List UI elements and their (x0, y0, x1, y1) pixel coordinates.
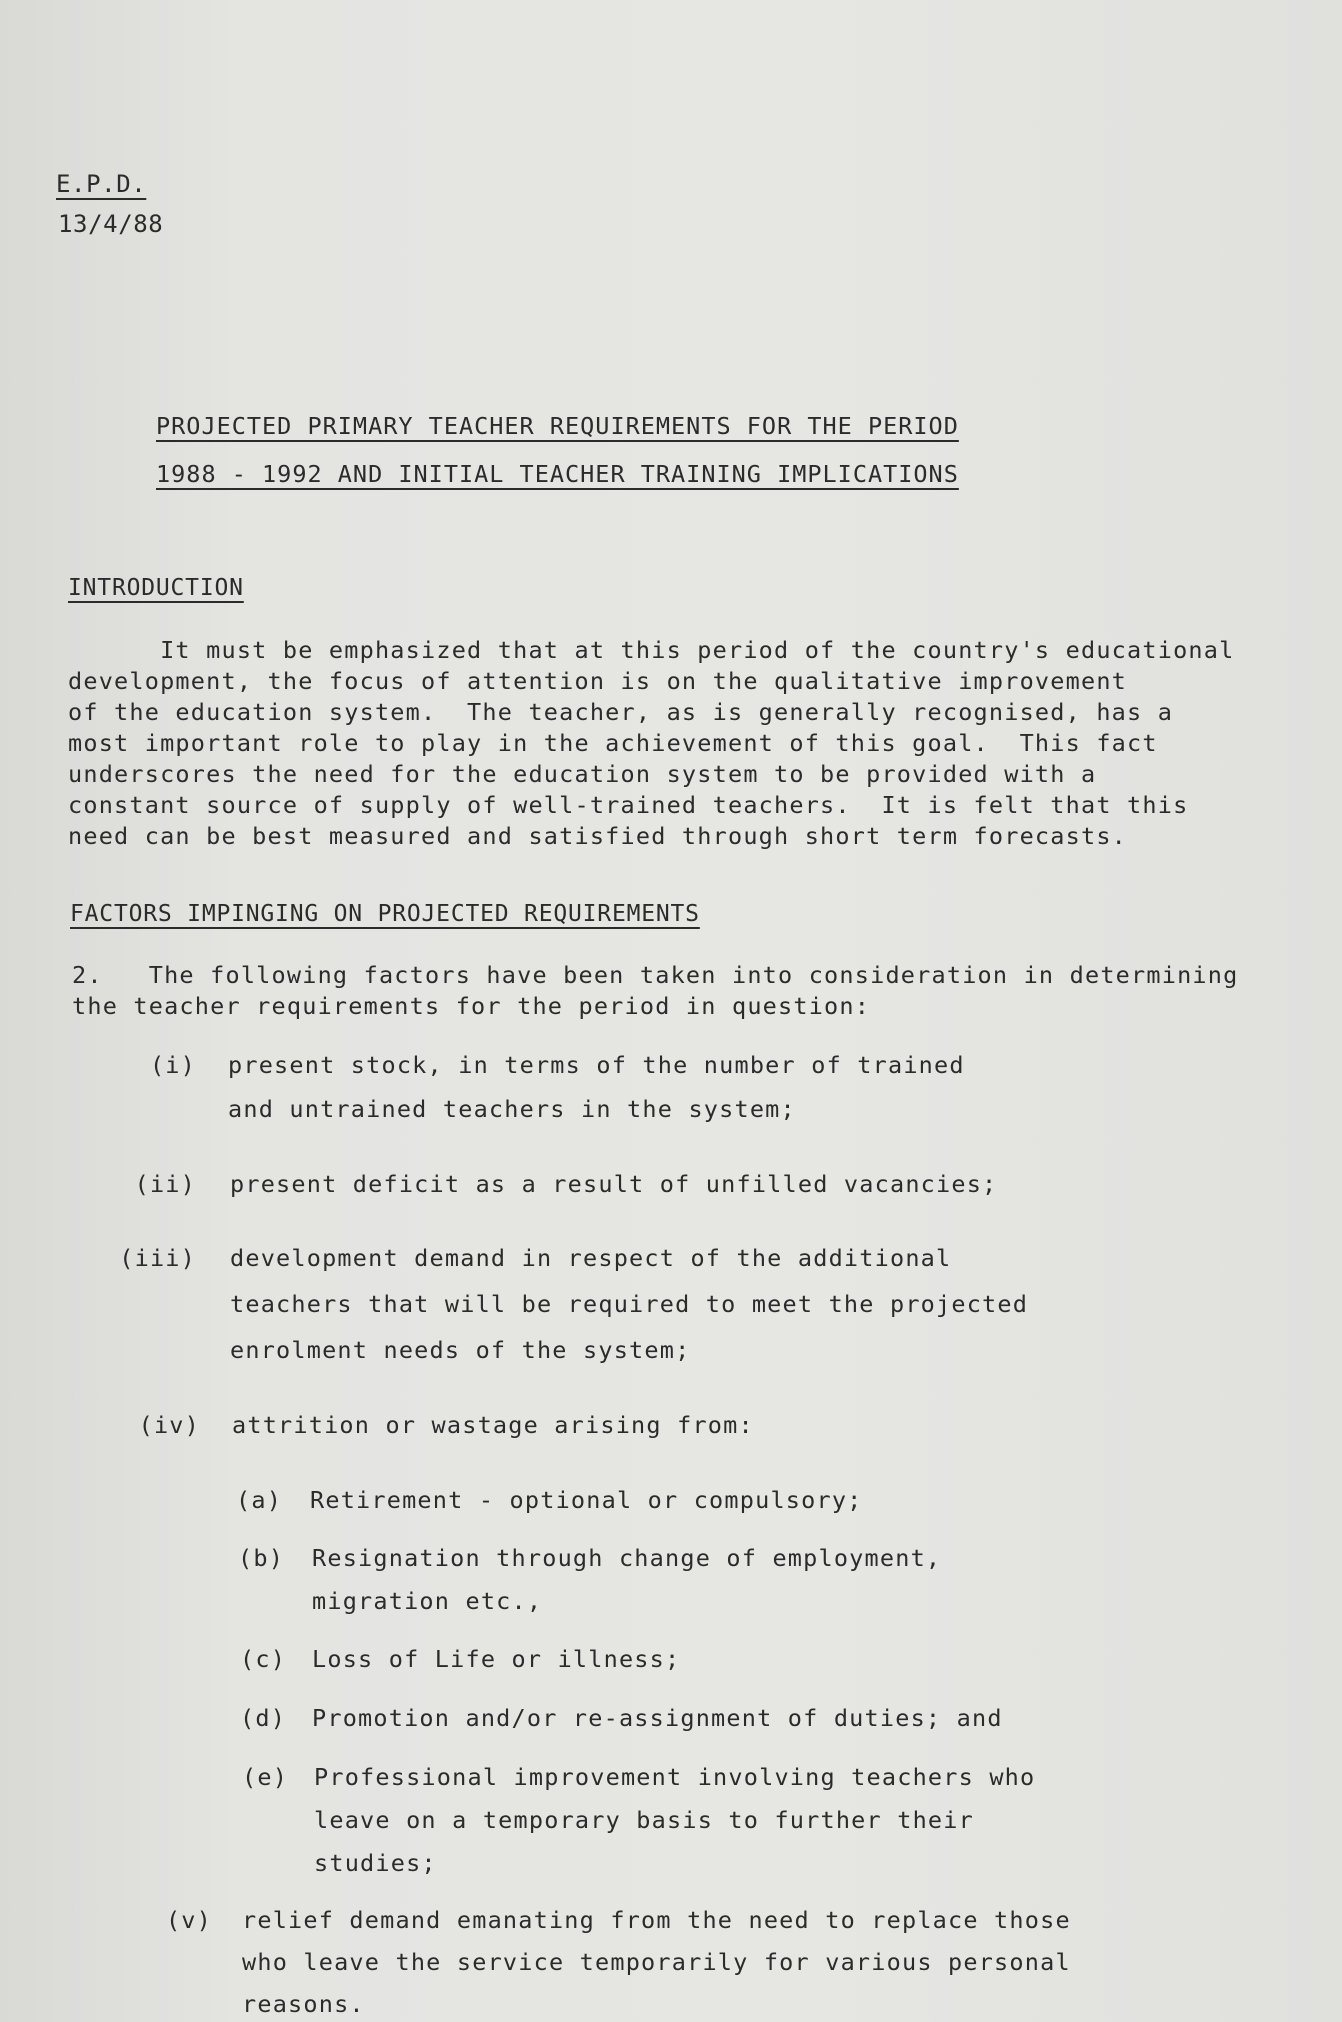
subitem-line: Promotion and/or re-assignment of duties; and (312, 1704, 1003, 1732)
item-label: (v) (165, 1906, 212, 1934)
item-line: teachers that will be required to meet the projected (230, 1290, 1029, 1318)
introduction-heading: INTRODUCTION (68, 575, 244, 601)
subitem-line: migration etc., (312, 1587, 543, 1615)
document-date: 13/4/88 (58, 210, 164, 238)
subitem-line: Professional improvement involving teachers who (314, 1763, 1036, 1791)
factors-para-line: 2. The following factors have been taken into consideration in determining (72, 961, 1239, 989)
subitem-label: (d) (240, 1704, 287, 1732)
reference-code: E.P.D. (56, 170, 147, 198)
item-line: reasons. (242, 1990, 365, 2018)
item-line: enrolment needs of the system; (230, 1336, 691, 1364)
subitem-line: studies; (314, 1849, 437, 1877)
item-label: (iv) (138, 1411, 200, 1439)
item-line: relief demand emanating from the need to replace those (242, 1906, 1071, 1934)
subitem-label: (e) (242, 1763, 289, 1791)
subitem-line: Loss of Life or illness; (312, 1645, 681, 1673)
intro-line: need can be best measured and satisfied through short term forecasts. (68, 822, 1128, 850)
item-line: and untrained teachers in the system; (228, 1095, 796, 1123)
subitem-label: (a) (236, 1486, 283, 1514)
title-line-2: 1988 - 1992 AND INITIAL TEACHER TRAINING IMPLICATIONS (156, 460, 959, 488)
subitem-label: (c) (240, 1645, 287, 1673)
intro-line: development, the focus of attention is on the qualitative improvement (68, 667, 1128, 695)
subitem-label: (b) (238, 1544, 285, 1572)
factors-para-line: the teacher requirements for the period in question: (72, 992, 871, 1020)
item-line: attrition or wastage arising from: (232, 1411, 754, 1439)
title-line-1: PROJECTED PRIMARY TEACHER REQUIREMENTS FOR THE PERIOD (156, 412, 959, 440)
subitem-line: Retirement - optional or compulsory; (310, 1486, 863, 1514)
item-label: (i) (149, 1051, 196, 1079)
intro-line: most important role to play in the achievement of this goal. This fact (68, 729, 1158, 757)
item-label: (iii) (119, 1244, 196, 1272)
item-line: present stock, in terms of the number of trained (228, 1051, 965, 1079)
item-line: who leave the service temporarily for various personal (242, 1948, 1071, 1976)
intro-line: constant source of supply of well-trained teachers. It is felt that this (68, 791, 1189, 819)
item-line: development demand in respect of the additional (230, 1244, 952, 1272)
item-line: present deficit as a result of unfilled vacancies; (230, 1170, 998, 1198)
item-label: (ii) (134, 1170, 196, 1198)
intro-line: It must be emphasized that at this period of the country's educational (68, 636, 1235, 664)
subitem-line: leave on a temporary basis to further their (314, 1806, 974, 1834)
factors-heading: FACTORS IMPINGING ON PROJECTED REQUIREMENTS (70, 901, 700, 927)
intro-line: of the education system. The teacher, as is generally recognised, has a (68, 698, 1174, 726)
intro-line: underscores the need for the education system to be provided with a (68, 760, 1097, 788)
subitem-line: Resignation through change of employment, (312, 1544, 942, 1572)
